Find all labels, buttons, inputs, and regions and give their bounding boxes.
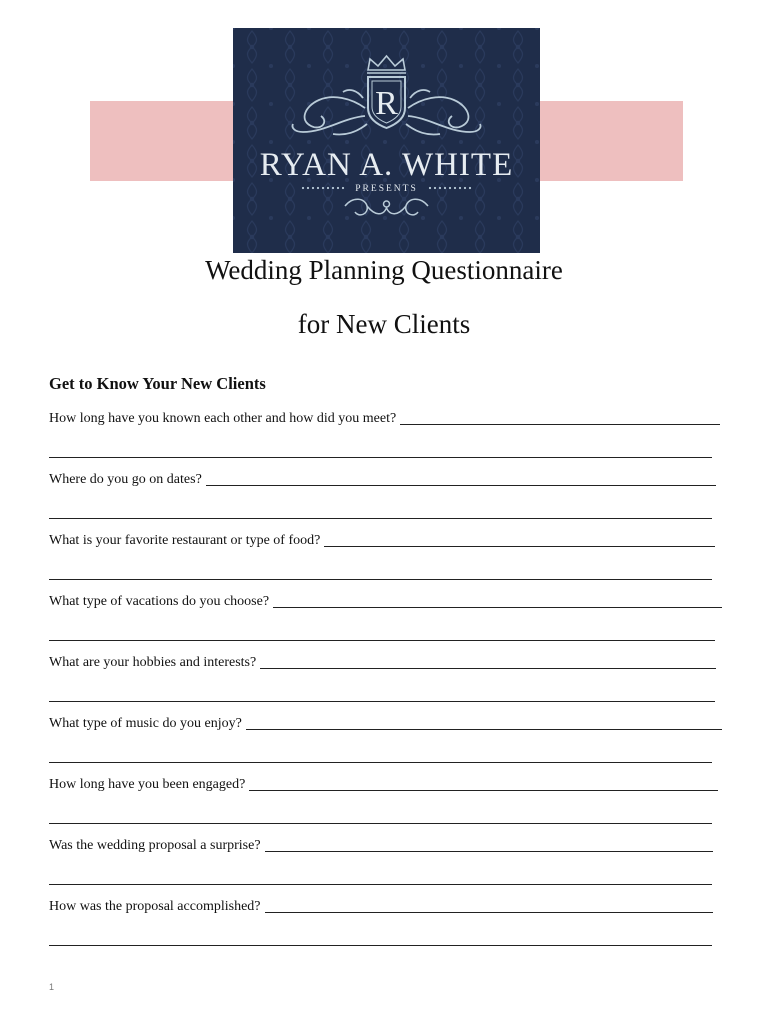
question-row-vacations [49, 589, 722, 611]
page-title-line-1: Wedding Planning Questionnaire [205, 255, 563, 285]
answer-field-hobbies[interactable] [260, 654, 716, 669]
page-title-line-2: for New Clients [297, 309, 471, 339]
answer-line-dates[interactable] [49, 502, 712, 519]
question-row-engaged [49, 772, 718, 794]
question-label: What are your hobbies and interests? [49, 655, 257, 670]
question-label: How long have you known each other and how did you meet? [49, 411, 397, 426]
answer-line-favorite-food[interactable] [49, 563, 712, 580]
answer-field-favorite-food[interactable] [324, 532, 715, 547]
answer-line-proposal-accomplished[interactable] [49, 929, 712, 946]
question-row-dates [49, 467, 716, 489]
answer-field-vacations[interactable] [273, 593, 722, 608]
question-row-hobbies [49, 650, 716, 672]
page-number: 1 [49, 982, 55, 992]
answer-field-music[interactable] [246, 715, 722, 730]
question-label: Was the wedding proposal a surprise? [49, 838, 261, 853]
question-row-music [49, 711, 722, 733]
question-label: What is your favorite restaurant or type of food? [49, 533, 321, 548]
answer-field-known-each-other[interactable] [400, 410, 720, 425]
answer-line-music[interactable] [49, 746, 712, 763]
logo-tagline: PRESENTS [355, 184, 418, 194]
answer-line-vacations[interactable] [49, 624, 715, 641]
question-label: What type of vacations do you choose? [49, 594, 270, 609]
answer-field-proposal-surprise[interactable] [265, 837, 713, 852]
section-heading: Get to Know Your New Clients [49, 374, 266, 393]
ryan-a-white-logo [233, 28, 540, 253]
answer-field-proposal-accomplished[interactable] [265, 898, 714, 913]
answer-field-engaged[interactable] [249, 776, 718, 791]
question-row-known-each-other [49, 406, 720, 428]
question-label: How was the proposal accomplished? [49, 899, 261, 914]
logo-graphic [233, 28, 540, 253]
question-row-proposal-surprise [49, 833, 713, 855]
question-row-proposal-accomplished [49, 894, 713, 916]
logo-monogram: R [375, 85, 398, 122]
question-row-favorite-food [49, 528, 715, 550]
answer-line-engaged[interactable] [49, 807, 712, 824]
answer-line-proposal-surprise[interactable] [49, 868, 712, 885]
question-label: What type of music do you enjoy? [49, 716, 242, 731]
answer-line-known-each-other[interactable] [49, 441, 712, 458]
logo-name: RYAN A. WHITE [259, 147, 514, 183]
question-label: How long have you been engaged? [49, 777, 246, 792]
question-label: Where do you go on dates? [49, 472, 202, 487]
answer-line-hobbies[interactable] [49, 685, 715, 702]
answer-field-dates[interactable] [206, 471, 716, 486]
